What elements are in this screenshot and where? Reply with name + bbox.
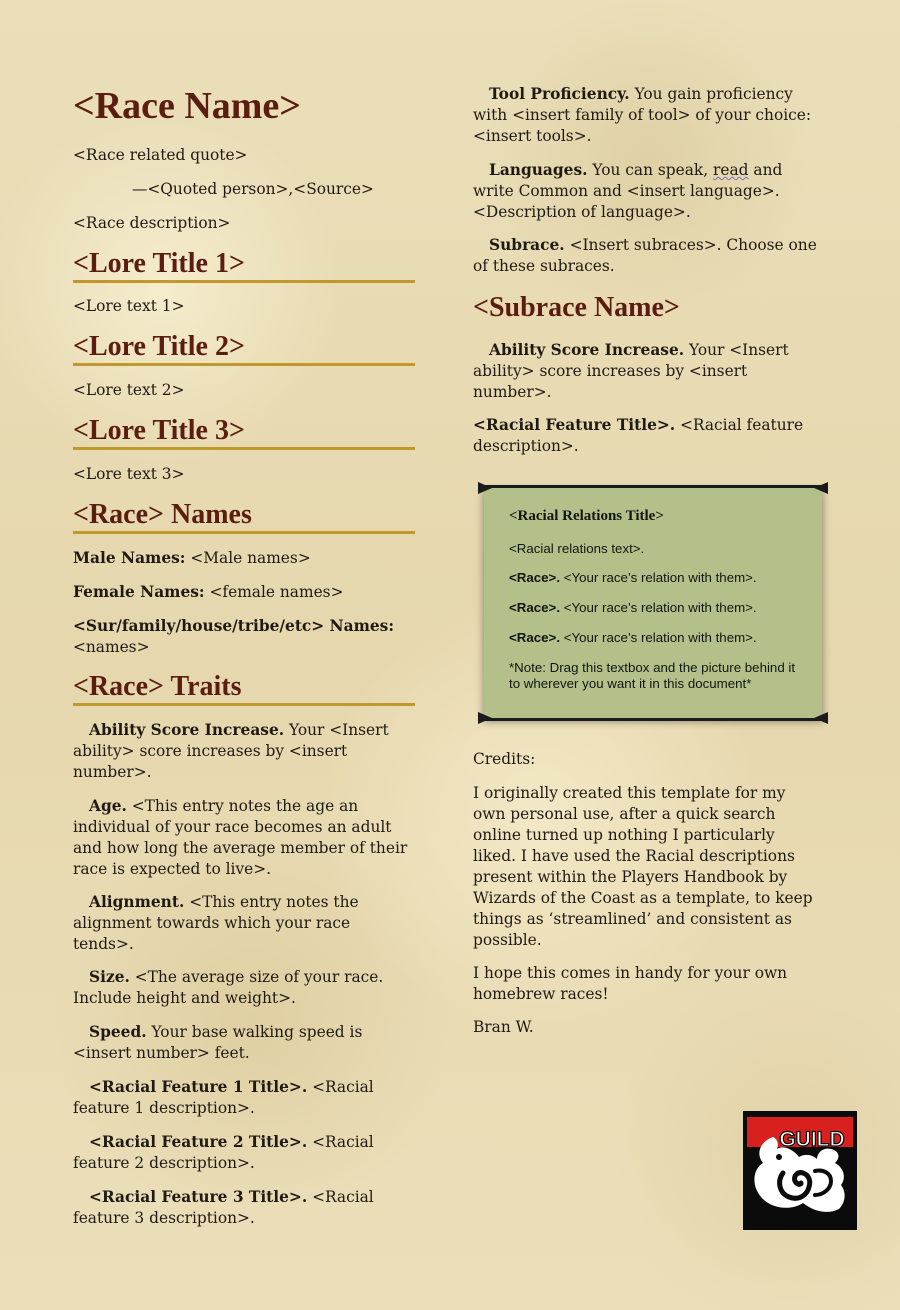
closing-text: I hope this comes in handy for your own homebrew races! (473, 964, 788, 1003)
corner-arrow-icon (478, 712, 492, 724)
traits-heading: <Race> Traits (73, 671, 415, 706)
lore-title-2: <Lore Title 2> (73, 331, 415, 366)
logo-text: GUILD (779, 1128, 845, 1151)
trait-text: <The average size of your race. Include height and weight>. (73, 968, 384, 1007)
sidebar-relation (509, 630, 799, 646)
trait-text: Your <Insert ability> score increases by <insert number>. (73, 721, 389, 781)
relation-label: <Race>. (509, 600, 561, 615)
trait-text: Your base walking speed is <insert number> feet. (73, 1023, 363, 1062)
race-quote: <Race related quote> (73, 146, 248, 164)
trait-text: <Racial feature 3 description>. (73, 1188, 374, 1227)
trait-text: <This entry notes the age an individual of your race becomes an adult and how long the average member of their race is expected to live>. (73, 797, 408, 878)
trait-label: Ability Score Increase. (89, 721, 285, 739)
male-names-value: <Male names> (185, 549, 311, 567)
trait-size (73, 967, 415, 1009)
family-names (73, 616, 415, 658)
trait-text: <Insert subraces>. Choose one of these subraces. (473, 236, 817, 275)
subrace-name-heading: <Subrace Name> (473, 292, 680, 323)
trait-text: <Racial feature description>. (473, 416, 804, 455)
trait-label: <Racial Feature Title>. (473, 416, 676, 434)
relation-label: <Race>. (509, 630, 561, 645)
sidebar-text: <Racial relations text>. (509, 541, 645, 556)
sidebar-title: <Racial Relations Title> (509, 508, 664, 524)
credits-heading: Credits: (473, 750, 536, 768)
trait-text: <Racial feature 1 description>. (73, 1078, 374, 1117)
sidebar-relation (509, 600, 799, 616)
trait-feature-1 (73, 1077, 415, 1119)
trait-text: and write Common and <insert language>. <Description of language>. (473, 161, 783, 221)
trait-text: You can speak, (587, 161, 714, 179)
race-name-title: <Race Name> (73, 85, 301, 127)
trait-text: You gain proficiency with <insert family of tool> of your choice: <insert tools>. (473, 85, 812, 145)
sidebar-note: *Note: Drag this textbox and the picture behind it to wherever you want it in this document* (509, 660, 796, 691)
trait-label: Tool Proficiency. (489, 85, 630, 103)
trait-feature-2 (73, 1132, 415, 1174)
trait-label: Size. (89, 968, 130, 986)
trait-label: <Racial Feature 2 Title>. (89, 1133, 308, 1151)
sidebar-top-border (480, 485, 826, 488)
sidebar-relation (509, 570, 799, 586)
racial-relations-sidebar[interactable] (484, 488, 822, 718)
relation-text: <Your race’s relation with them>. (560, 600, 757, 615)
trait-label: Speed. (89, 1023, 147, 1041)
female-names-label: Female Names: (73, 583, 205, 601)
male-names-label: Male Names: (73, 549, 186, 567)
relation-text: <Your race’s relation with them>. (560, 570, 757, 585)
trait-label: <Racial Feature 3 Title>. (89, 1188, 308, 1206)
trait-subrace (473, 235, 818, 277)
trait-label: Languages. (489, 161, 588, 179)
trait-languages (473, 160, 818, 223)
subrace-feature (473, 415, 818, 457)
spellcheck-word: read (713, 161, 749, 179)
trait-alignment (73, 892, 415, 955)
family-names-value: <names> (73, 638, 150, 656)
lore-text-2: <Lore text 2> (73, 381, 185, 399)
guild-logo (743, 1111, 857, 1230)
corner-arrow-icon (814, 482, 828, 494)
relation-text: <Your race’s relation with them>. (560, 630, 757, 645)
trait-feature-3 (73, 1187, 415, 1229)
corner-arrow-icon (478, 482, 492, 494)
male-names (73, 548, 415, 569)
trait-label: Alignment. (89, 893, 185, 911)
trait-label: Ability Score Increase. (489, 341, 685, 359)
credits-text: I originally created this template for my own personal use, after a quick search online turned up nothing I particularly liked. I have used the Racial descriptions present within the Players Handbook by Wizards of the Coast as a template, to keep things as ‘streamlined’ and consistent as possible. (473, 784, 813, 949)
trait-ability-score (73, 720, 415, 783)
sidebar-bottom-border (480, 718, 826, 721)
names-heading: <Race> Names (73, 499, 415, 534)
trait-text: <This entry notes the alignment towards which your race tends>. (73, 893, 359, 953)
female-names-value: <female names> (204, 583, 344, 601)
quote-attribution: —<Quoted person>,<Source> (132, 180, 374, 198)
lore-text-3: <Lore text 3> (73, 465, 185, 483)
family-names-label: <Sur/family/house/tribe/etc> Names: (73, 617, 395, 635)
female-names (73, 582, 415, 603)
lore-text-1: <Lore text 1> (73, 297, 185, 315)
signature: Bran W. (473, 1018, 534, 1036)
trait-label: Subrace. (489, 236, 565, 254)
race-description: <Race description> (73, 214, 231, 232)
trait-text: Your <Insert ability> score increases by <insert number>. (473, 341, 789, 401)
dragon-ampersand-icon (743, 1111, 857, 1230)
lore-title-1: <Lore Title 1> (73, 248, 415, 283)
trait-speed (73, 1022, 415, 1064)
trait-text: <Racial feature 2 description>. (73, 1133, 374, 1172)
corner-arrow-icon (814, 712, 828, 724)
relation-label: <Race>. (509, 570, 561, 585)
trait-tool-proficiency (473, 84, 818, 147)
subrace-ability-score (473, 340, 818, 403)
trait-label: <Racial Feature 1 Title>. (89, 1078, 308, 1096)
trait-age (73, 796, 415, 880)
lore-title-3: <Lore Title 3> (73, 415, 415, 450)
trait-label: Age. (89, 797, 127, 815)
